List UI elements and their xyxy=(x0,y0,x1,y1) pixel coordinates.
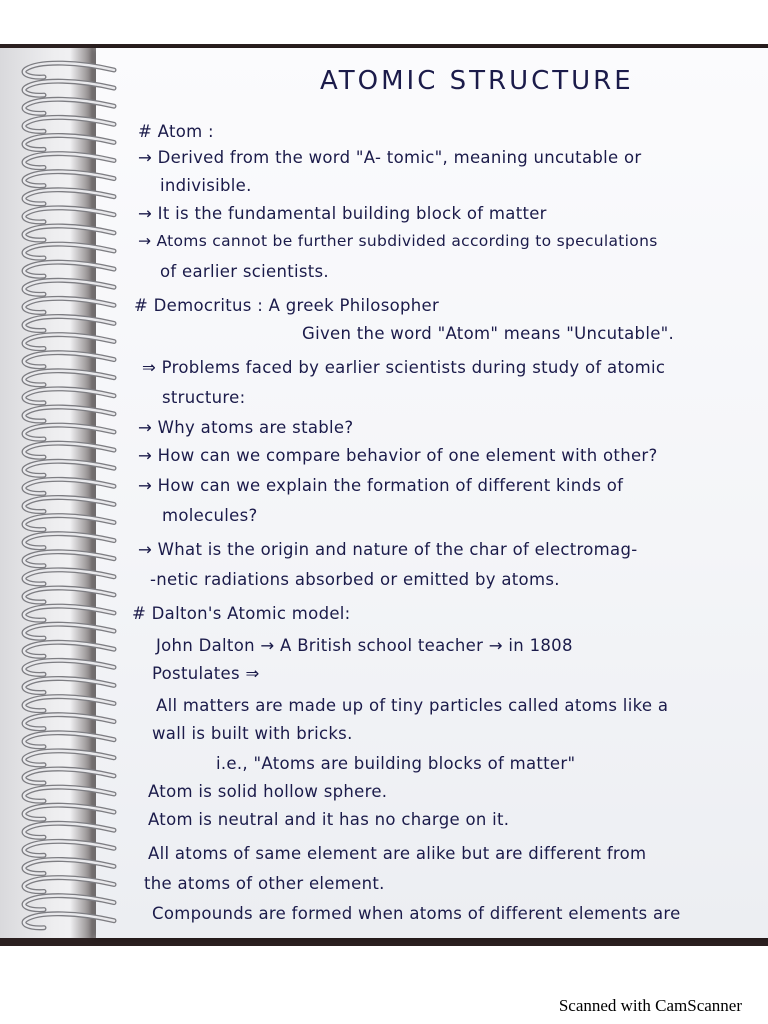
note-line: the atoms of other element. xyxy=(144,874,385,893)
note-line: All atoms of same element are alike but are different from xyxy=(148,844,647,863)
note-line: # Atom : xyxy=(138,122,214,141)
note-line: → It is the fundamental building block of matter xyxy=(138,204,547,223)
note-line: of earlier scientists. xyxy=(160,262,329,281)
note-line: Atom is neutral and it has no charge on it. xyxy=(148,810,510,829)
note-line: → Derived from the word "A- tomic", meaning uncutable or xyxy=(138,148,642,167)
note-line: Given the word "Atom" means "Uncutable". xyxy=(302,324,675,343)
note-line: Postulates ⇒ xyxy=(152,664,260,683)
note-line: structure: xyxy=(162,388,246,407)
top-margin xyxy=(0,0,768,44)
note-line: → Why atoms are stable? xyxy=(138,418,354,437)
note-line: Atom is solid hollow sphere. xyxy=(148,782,388,801)
note-line: # Democritus : A greek Philosopher xyxy=(134,296,440,315)
page-title: ATOMIC STRUCTURE xyxy=(320,66,634,96)
note-line: Compounds are formed when atoms of different elements are xyxy=(152,904,681,923)
note-line: indivisible. xyxy=(160,176,252,195)
notebook-page xyxy=(96,48,768,938)
spiral-binding xyxy=(10,54,130,934)
notebook-photo xyxy=(0,44,768,946)
note-line: → How can we explain the formation of different kinds of xyxy=(138,476,624,495)
note-line: -netic radiations absorbed or emitted by atoms. xyxy=(150,570,560,589)
note-line: → How can we compare behavior of one element with other? xyxy=(138,446,658,465)
note-line: → What is the origin and nature of the char of electromag- xyxy=(138,540,638,559)
camscanner-watermark: Scanned with CamScanner xyxy=(558,996,742,1015)
note-line: ⇒ Problems faced by earlier scientists during study of atomic xyxy=(142,358,666,377)
note-line: John Dalton → A British school teacher → in 1808 xyxy=(156,636,573,655)
note-line: All matters are made up of tiny particles called atoms like a xyxy=(156,696,669,715)
note-line: i.e., "Atoms are building blocks of matter" xyxy=(216,754,576,773)
note-line: → Atoms cannot be further subdivided according to speculations xyxy=(138,232,658,250)
footer-band xyxy=(0,946,768,1024)
note-line: # Dalton's Atomic model: xyxy=(132,604,351,623)
note-line: molecules? xyxy=(162,506,258,525)
note-line: wall is built with bricks. xyxy=(152,724,353,743)
handwritten-notes xyxy=(96,48,768,938)
